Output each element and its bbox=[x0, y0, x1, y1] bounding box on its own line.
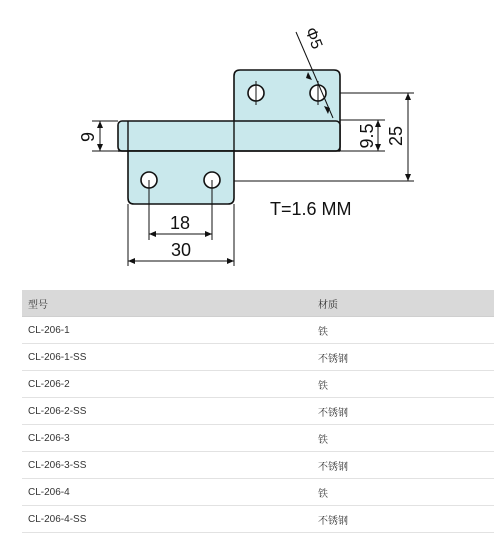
thickness-note: T=1.6 MM bbox=[270, 199, 352, 219]
cell-model: CL-206-1-SS bbox=[22, 344, 312, 371]
cell-model: CL-206-4-SS bbox=[22, 506, 312, 533]
offset-label: 9.5 bbox=[357, 123, 377, 149]
total-height-label: 25 bbox=[386, 125, 406, 147]
table-row bbox=[22, 398, 494, 425]
cell-material: 不锈钢 bbox=[312, 452, 494, 479]
header-model: 型号 bbox=[22, 290, 312, 317]
cell-model: CL-206-2 bbox=[22, 371, 312, 398]
table-row bbox=[22, 506, 494, 533]
cell-material: 铁 bbox=[312, 317, 494, 344]
left-height-label: 9 bbox=[78, 131, 98, 143]
cell-model: CL-206-4 bbox=[22, 479, 312, 506]
cell-material: 铁 bbox=[312, 371, 494, 398]
cell-material: 不锈钢 bbox=[312, 398, 494, 425]
cell-model: CL-206-2-SS bbox=[22, 398, 312, 425]
table-row bbox=[22, 371, 494, 398]
cell-model: CL-206-1 bbox=[22, 317, 312, 344]
table-row bbox=[22, 479, 494, 506]
table-row bbox=[22, 317, 494, 344]
cell-material: 铁 bbox=[312, 425, 494, 452]
cell-material: 不锈钢 bbox=[312, 506, 494, 533]
spec-table bbox=[22, 290, 494, 533]
table-row bbox=[22, 452, 494, 479]
table-header-row bbox=[22, 290, 494, 317]
hole-spacing-label: 18 bbox=[169, 213, 191, 233]
hinge-strip bbox=[118, 121, 340, 151]
table-row bbox=[22, 425, 494, 452]
cell-model: CL-206-3-SS bbox=[22, 452, 312, 479]
cell-material: 不锈钢 bbox=[312, 344, 494, 371]
hole-diameter-label: Φ5 bbox=[301, 25, 326, 52]
cell-material: 铁 bbox=[312, 479, 494, 506]
cell-model: CL-206-3 bbox=[22, 425, 312, 452]
table-row bbox=[22, 344, 494, 371]
header-material: 材质 bbox=[312, 290, 494, 317]
width-label: 30 bbox=[170, 240, 192, 260]
